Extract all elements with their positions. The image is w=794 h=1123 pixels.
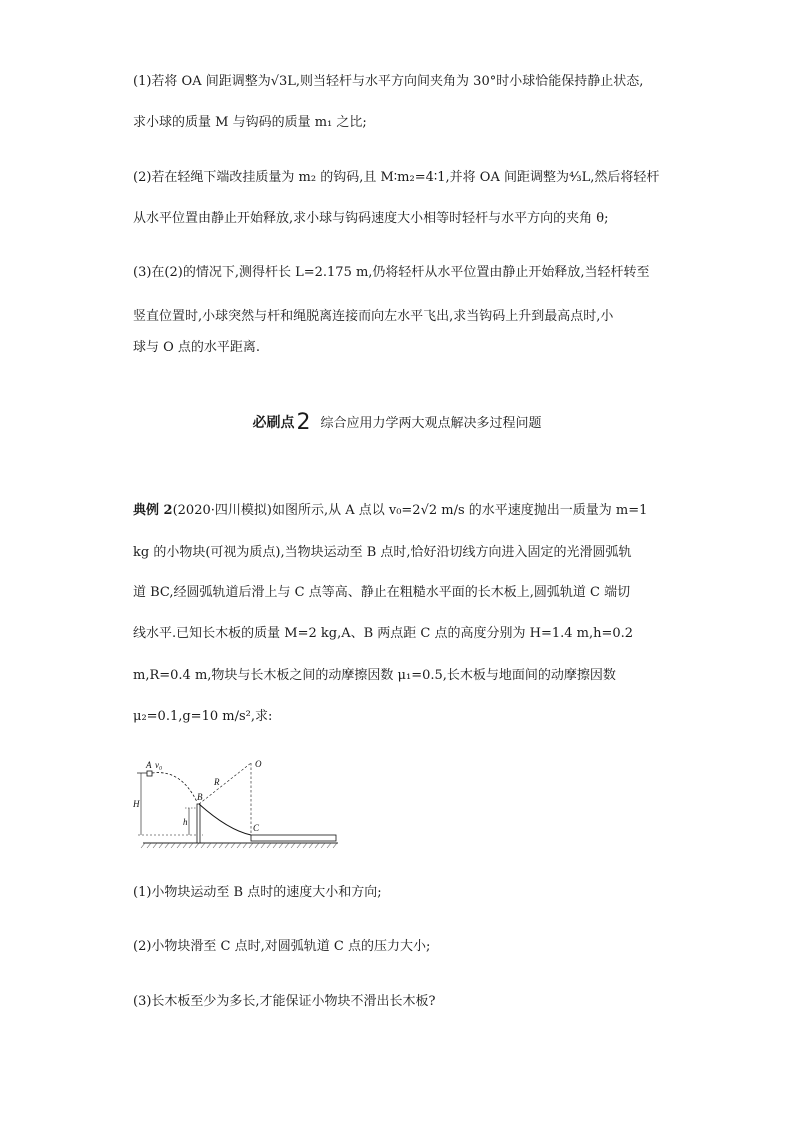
label-h-big: H [133,799,140,809]
label-h-small: h [183,817,188,827]
question-2: (2)小物块滑至 C 点时,对圆弧轨道 C 点的压力大小; [133,939,431,954]
section-heading [0,410,794,435]
circular-track [199,804,251,835]
label-a: A [146,760,152,770]
problem1-line-1: (1)若将 OA 间距调整为√3L,则当轻杆与水平方向间夹角为 30°时小球恰能保持静止状态, [133,74,644,89]
trajectory-arc [152,773,197,802]
section-prefix: 必刷点 [252,415,295,431]
problem2-line-2: 从水平位置由静止开始释放,求小球与钩码速度大小相等时轻杆与水平方向的夹角 θ; [133,211,609,226]
long-board [251,835,336,841]
example-line-2: kg 的小物块(可视为质点),当物块运动至 B 点时,恰好沿切线方向进入固定的光滑圆弧轨 [133,545,632,560]
example-line-1-text: (2020·四川模拟)如图所示,从 A 点以 v₀=2√2 m/s 的水平速度抛出一质量为 m=1 [172,503,648,518]
question-3: (3)长木板至少为多长,才能保证小物块不滑出长木板? [133,994,436,1009]
example-line-4: 线水平.已知长木板的质量 M=2 kg,A、B 两点距 C 点的高度分别为 H=1.4 m,h=0.2 [133,626,634,641]
label-b: B [197,792,203,802]
block-a [147,771,152,776]
example-line-6: μ₂=0.1,g=10 m/s²,求: [133,709,273,724]
radius-ob [199,763,251,804]
problem3-line-2: 竖直位置时,小球突然与杆和绳脱离连接而向左水平飞出,求当钩码上升到最高点时,小 [133,309,614,324]
section-title: 综合应用力学两大观点解决多过程问题 [320,416,542,431]
label-v0: v₀ [155,760,163,770]
ground-hatching [141,843,337,848]
problem1-line-2: 求小球的质量 M 与钩码的质量 m₁ 之比; [133,115,367,130]
example-line-5: m,R=0.4 m,物块与长木板之间的动摩擦因数 μ₁=0.5,长木板与地面间的动摩擦因数 [133,668,616,683]
section-number: 2 [296,410,311,435]
problem2-line-1: (2)若在轻绳下端改挂质量为 m₂ 的钩码,且 M∶m₂=4∶1,并将 OA 间距调整为⁴⁄₃L,然后将轻杆 [133,170,660,185]
problem3-line-3: 球与 O 点的水平距离. [133,340,261,355]
problem3-line-1: (3)在(2)的情况下,测得杆长 L=2.175 m,仍将轻杆从水平位置由静止开始释放,当轻杆转至 [133,265,650,280]
question-1: (1)小物块运动至 B 点时的速度大小和方向; [133,885,382,900]
example-label: 典例 2 [133,503,173,518]
example-line-3: 道 BC,经圆弧轨道后滑上与 C 点等高、静止在粗糙水平面的长木板上,圆弧轨道 C 端切 [133,585,631,600]
example-line-1 [133,502,647,520]
label-c: C [253,823,260,833]
support-pillar [197,804,200,843]
label-o: O [255,759,262,769]
label-r: R [214,777,220,787]
projectile-arc-figure [133,755,343,855]
